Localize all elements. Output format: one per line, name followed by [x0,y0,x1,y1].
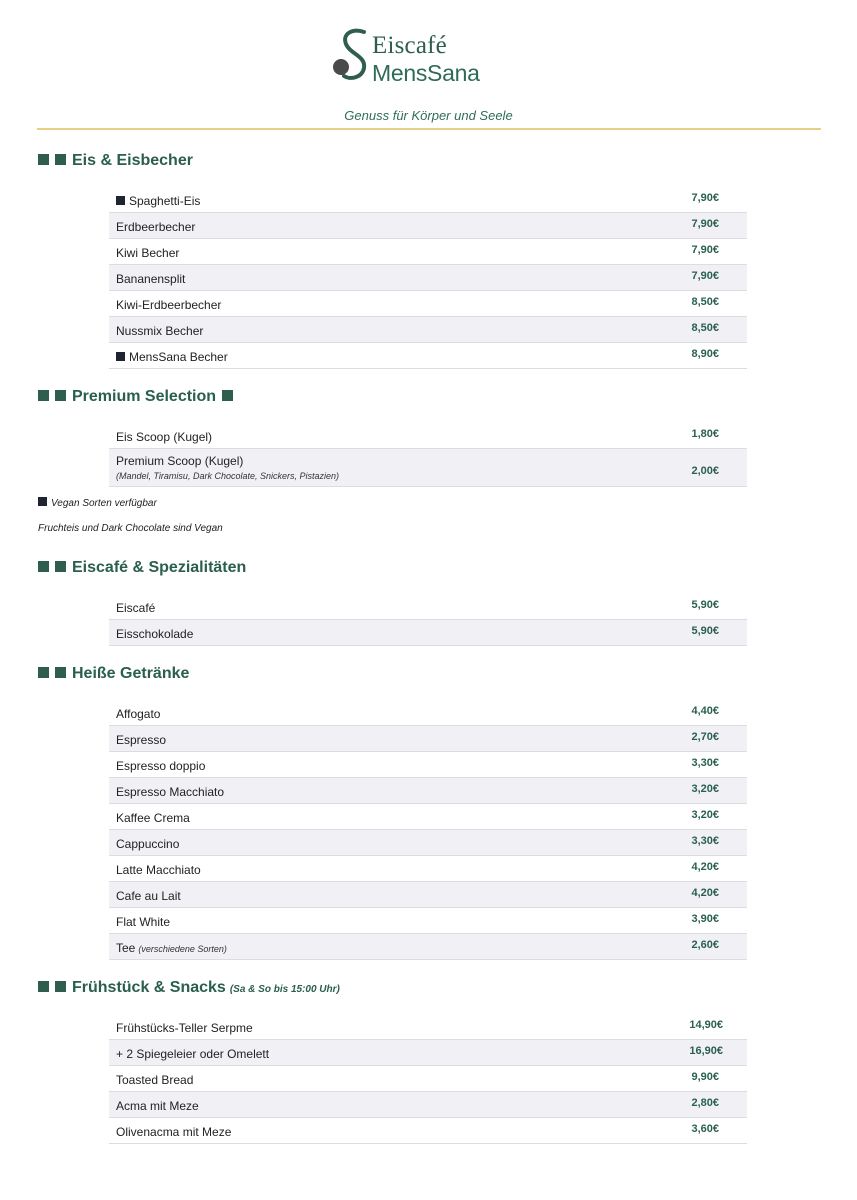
item-price: 3,30€ [691,835,719,847]
item-note: (verschiedene Sorten) [138,944,227,954]
item-price: 7,90€ [691,244,719,256]
menu-row [109,1040,747,1066]
menu-row [109,700,747,726]
menu-row [109,317,747,343]
item-price: 8,50€ [691,322,719,334]
item-price: 3,20€ [691,809,719,821]
menu-row [109,239,747,265]
item-price: 8,90€ [691,348,719,360]
item-name: Nussmix Becher [116,324,204,338]
item-name: Espresso [116,733,167,747]
item-price: 1,80€ [691,428,719,440]
menu-list-eiscafe [109,594,747,646]
menu-row [109,213,747,239]
bullet-square-icon [55,390,66,401]
item-price: 7,90€ [691,270,719,282]
header-divider [37,128,821,130]
item-name: Frühstücks-Teller Serpme [116,1021,253,1035]
item-subtext: (Mandel, Tiramisu, Dark Chocolate, Snickers, Pistazien) [116,471,339,481]
bullet-square-icon [38,561,49,572]
item-price: 7,90€ [691,192,719,204]
section-title-note: (Sa & So bis 15:00 Uhr) [229,984,340,995]
menu-row [109,187,747,213]
item-price: 5,90€ [691,599,719,611]
menu-row [109,908,747,934]
section-title-eiscafe: Eiscafé & Spezialitäten [38,559,246,577]
bullet-square-icon [38,981,49,992]
menu-row [109,778,747,804]
menu-row [109,752,747,778]
menu-row [109,804,747,830]
vegan-marker-icon [116,352,125,361]
section-title-fruehstueck: Frühstück & Snacks (Sa & So bis 15:00 Uhr) [38,979,340,997]
menu-row [109,449,747,487]
item-name: Kiwi-Erdbeerbecher [116,298,222,312]
item-price: 2,60€ [691,939,719,951]
section-title-getraenke: Heiße Getränke [38,665,189,683]
menu-row [109,726,747,752]
item-name: Espresso doppio [116,759,206,773]
brand-logo [330,26,510,88]
menu-row [109,856,747,882]
item-name: Toasted Bread [116,1073,194,1087]
item-price: 3,30€ [691,757,719,769]
vegan-marker-icon [38,497,47,506]
item-price: 9,90€ [691,1071,719,1083]
menu-list-fruehstueck [109,1014,747,1144]
menu-row [109,830,747,856]
item-name: Acma mit Meze [116,1099,199,1113]
logo-swirl-icon [330,26,374,88]
bullet-square-icon [55,667,66,678]
section-title-eis: Eis & Eisbecher [38,152,193,170]
menu-row [109,594,747,620]
menu-row [109,423,747,449]
item-price: 8,50€ [691,296,719,308]
item-price: 3,60€ [691,1123,719,1135]
menu-row [109,1014,747,1040]
item-name: Eis Scoop (Kugel) [116,430,213,444]
bullet-square-icon [38,154,49,165]
item-name: MensSana Becher [129,350,228,364]
tagline: Genuss für Körper und Seele [344,108,513,123]
item-price: 5,90€ [691,625,719,637]
item-name: Espresso Macchiato [116,785,225,799]
bullet-square-icon [55,981,66,992]
menu-row [109,1092,747,1118]
menu-row [109,343,747,369]
menu-row [109,620,747,646]
item-price: 2,80€ [691,1097,719,1109]
item-price: 7,90€ [691,218,719,230]
bullet-square-icon [38,667,49,678]
item-name: Cappuccino [116,837,180,851]
item-name: Premium Scoop (Kugel) [116,454,244,468]
menu-row [109,1066,747,1092]
item-name: Flat White [116,915,171,929]
item-name: Eisschokolade [116,627,194,641]
menu-row [109,882,747,908]
item-name: Kaffee Crema [116,811,190,825]
item-name: Olivenacma mit Meze [116,1125,232,1139]
menu-row [109,291,747,317]
item-price: 3,20€ [691,783,719,795]
item-price: 2,70€ [691,731,719,743]
menu-list-getraenke [109,700,747,960]
item-name: Kiwi Becher [116,246,180,260]
vegan-note: Vegan Sorten verfügbar [38,497,157,509]
item-name: Bananensplit [116,272,186,286]
item-name: Cafe au Lait [116,889,181,903]
item-price: 3,90€ [691,913,719,925]
item-price: 16,90€ [689,1045,723,1057]
menu-row [109,1118,747,1144]
item-price: 4,40€ [691,705,719,717]
menu-row [109,265,747,291]
item-name: Erdbeerbecher [116,220,196,234]
vegan-marker-icon [116,196,125,205]
item-name: Latte Macchiato [116,863,201,877]
menu-list-eis [109,187,747,369]
bullet-square-icon [55,561,66,572]
item-price: 4,20€ [691,861,719,873]
bullet-square-icon [222,390,233,401]
vegan-detail-note: Fruchteis und Dark Chocolate sind Vegan [38,523,223,534]
item-name: Spaghetti-Eis [129,194,201,208]
bullet-square-icon [38,390,49,401]
item-name: Tee [116,941,136,955]
bullet-square-icon [55,154,66,165]
item-price: 4,20€ [691,887,719,899]
item-price: 2,00€ [691,465,719,477]
section-title-premium: Premium Selection [38,388,233,406]
menu-row [109,934,747,960]
item-name: + 2 Spiegeleier oder Omelett [116,1047,270,1061]
brand-name-line1: Eiscafé [372,32,447,59]
menu-list-premium [109,423,747,487]
item-price: 14,90€ [689,1019,723,1031]
item-name: Affogato [116,707,161,721]
brand-name-line2: MensSana [372,60,480,86]
item-name: Eiscafé [116,601,156,615]
